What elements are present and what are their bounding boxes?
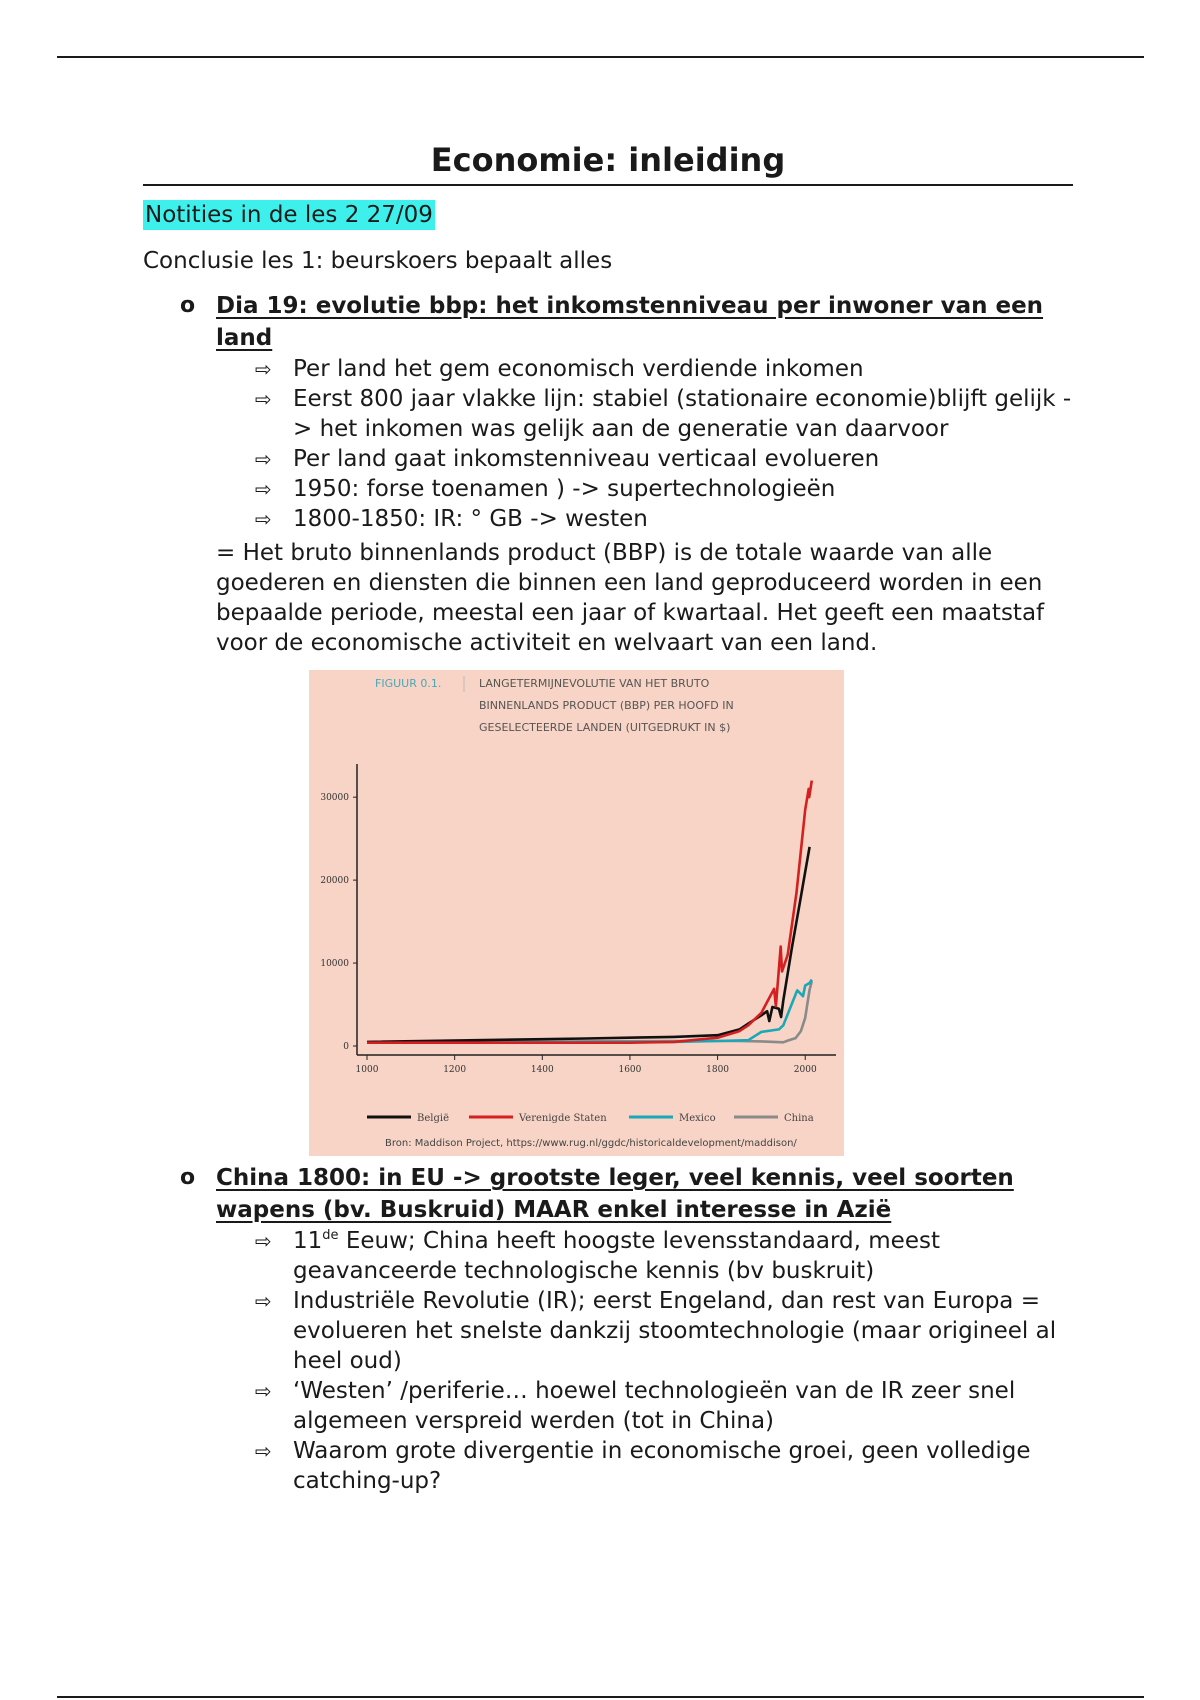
bottom-rule: [57, 1696, 1144, 1698]
figure-label: FIGUUR 0.1.: [375, 677, 442, 690]
arrow-icon: ⇨: [255, 1229, 272, 1253]
chart-title-line: LANGETERMIJNEVOLUTIE VAN HET BRUTO: [479, 677, 710, 690]
bbp-chart-figure: [309, 670, 844, 1156]
list-item: ⇨ Waarom grote divergentie in economische groei, geen volledige catching-up?: [255, 1438, 1031, 1494]
series-lines: [367, 781, 812, 1043]
arrow-icon: ⇨: [255, 507, 272, 531]
bullet-marker: o: [180, 1165, 196, 1190]
legend-label: Verenigde Staten: [519, 1113, 607, 1124]
x-tick-label: 1800: [706, 1065, 730, 1075]
bbp-chart: [309, 670, 844, 1156]
legend-label: Mexico: [679, 1113, 716, 1124]
series-line-belgië: [367, 847, 810, 1042]
arrow-icon: ⇨: [255, 477, 272, 501]
highlighted-notes-label: Notities in de les 2 27/09: [145, 202, 433, 228]
top-rule: [57, 56, 1144, 58]
axis-ticks: [320, 793, 817, 1075]
conclusion-text: Conclusie les 1: beurskoers bepaalt alles: [143, 248, 613, 274]
section-bbp: [143, 290, 1073, 1156]
series-line-verenigde-staten: [367, 781, 812, 1043]
list-item: ⇨ ‘Westen’ /periferie… hoewel technologieën van de IR zeer snel algemeen verspreid werden (tot in China): [255, 1378, 1016, 1434]
arrow-icon: ⇨: [255, 387, 272, 411]
section-china: [143, 1162, 1073, 1496]
section-heading: Dia 19: evolutie bbp: het inkomstenniveau per inwoner van een land: [216, 293, 1044, 351]
page-title: Economie: inleiding: [143, 138, 1073, 186]
list-item: ⇨ Per land het gem economisch verdiende inkomen: [255, 356, 864, 382]
arrow-icon: ⇨: [255, 1289, 272, 1313]
series-line-mexico: [367, 980, 812, 1043]
legend-label: België: [417, 1113, 449, 1124]
y-tick-label: 0: [343, 1042, 349, 1052]
chart-title-line: GESELECTEERDE LANDEN (UITGEDRUKT IN $): [479, 721, 731, 734]
y-tick-label: 10000: [320, 959, 349, 970]
chart-title-line: BINNENLANDS PRODUCT (BBP) PER HOOFD IN: [479, 699, 734, 712]
list-item: ⇨ Industriële Revolutie (IR); eerst Engeland, dan rest van Europa = evolueren het snelste dankzij stoomtechnologie (maar origineel al heel oud): [255, 1288, 1057, 1374]
arrow-list: [216, 354, 1073, 534]
list-item: ⇨ 11de Eeuw; China heeft hoogste levensstandaard, meest geavanceerde technologische kennis (bv buskruit): [255, 1228, 940, 1284]
list-item: ⇨ 1800-1850: IR: ° GB -> westen: [255, 506, 648, 532]
arrow-icon: ⇨: [255, 1379, 272, 1403]
arrow-icon: ⇨: [255, 1439, 272, 1463]
section-heading: China 1800: in EU -> grootste leger, veel kennis, veel soorten wapens (bv. Buskruid) MAAR enkel interesse in Azië: [216, 1165, 1014, 1223]
list-item: ⇨ Per land gaat inkomstenniveau verticaal evolueren: [255, 446, 880, 472]
x-tick-label: 1600: [618, 1065, 642, 1075]
arrow-icon: ⇨: [255, 357, 272, 381]
arrow-icon: ⇨: [255, 447, 272, 471]
document-page: [143, 138, 1073, 1496]
series-line-china: [367, 981, 812, 1042]
y-tick-label: 20000: [320, 876, 349, 887]
x-tick-label: 1000: [355, 1065, 379, 1075]
chart-source: Bron: Maddison Project, https://www.rug.nl/ggdc/historicaldevelopment/maddison/: [385, 1138, 797, 1149]
list-item: ⇨ 1950: forse toenamen ) -> supertechnologieën: [255, 476, 836, 502]
arrow-list: [216, 1226, 1073, 1496]
list-item: ⇨ Eerst 800 jaar vlakke lijn: stabiel (stationaire economie)blijft gelijk -> het inkomen was gelijk aan de generatie van daarvoor: [255, 386, 1072, 442]
y-tick-label: 30000: [320, 793, 349, 804]
bullet-marker: o: [180, 293, 196, 318]
chart-legend: [367, 1113, 814, 1124]
bbp-definition: = Het bruto binnenlands product (BBP) is de totale waarde van alle goederen en diensten die binnen een land geproduceerd worden in een bepaalde periode, meestal een jaar of kwartaal. Het geeft een maatstaf voor de economische activiteit en welvaart van een land.: [216, 540, 1045, 656]
legend-label: China: [784, 1113, 814, 1124]
x-tick-label: 2000: [793, 1065, 817, 1075]
x-tick-label: 1400: [530, 1065, 554, 1075]
x-tick-label: 1200: [443, 1065, 467, 1075]
